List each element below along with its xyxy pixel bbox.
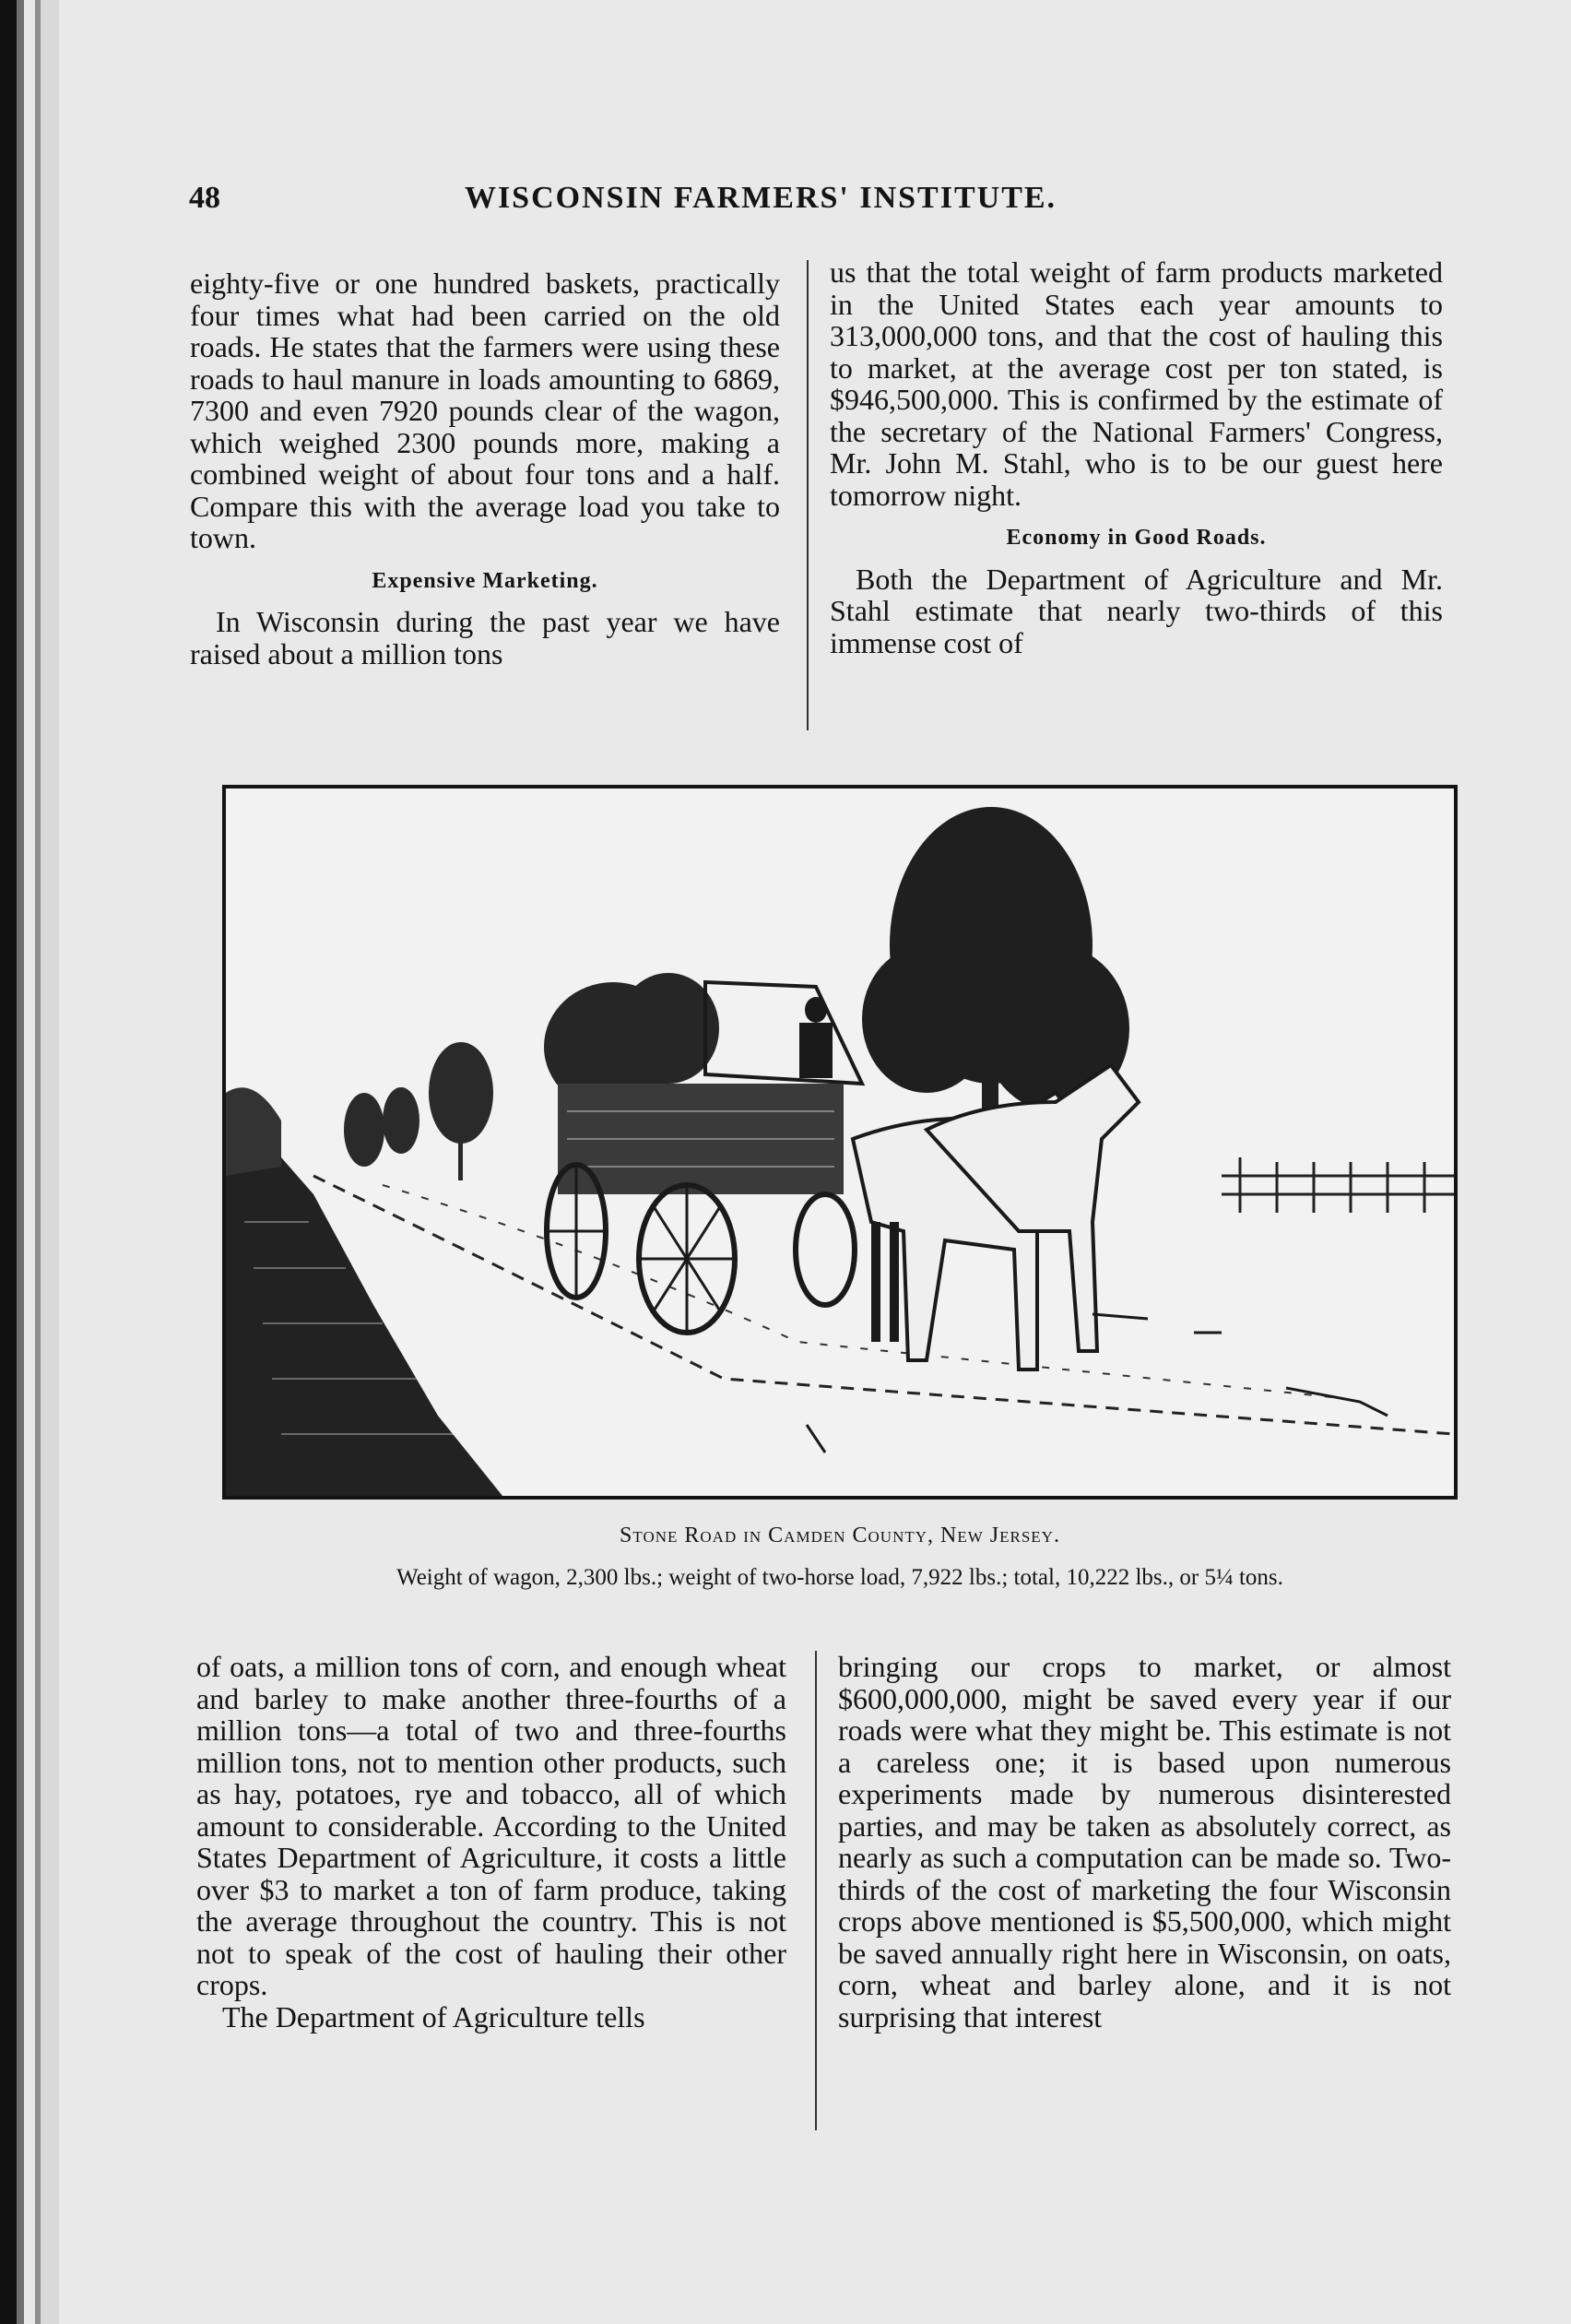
text-column-bottom-left xyxy=(196,1651,786,2033)
text-column-top-left xyxy=(190,267,780,670)
section-heading-expensive-marketing: Expensive Marketing. xyxy=(372,568,598,593)
paragraph: bringing our crops to market, or almost $600,000,000, might be saved every year if our roads were what they might be. This estimate is not a careless one; it is based upon numerous experiments made by numerous disinterested parties, and may be taken as absolutely correct, as nearly as such a computation can be made so. Two-thirds of the cost of marketing the four Wisconsin crops above mentioned is $5,500,000, which might be saved annually right here in Wisconsin, on oats, corn, wheat and barley alone, and it is not surprising that interest xyxy=(838,1650,1451,2034)
figure-caption-title: Stone Road in Camden County, New Jersey. xyxy=(620,1524,1060,1547)
section-heading-economy-in-good-roads: Economy in Good Roads. xyxy=(1006,526,1267,550)
page-header xyxy=(189,181,1185,236)
paragraph: The Department of Agriculture tells xyxy=(222,1999,645,2034)
text-column-top-right xyxy=(830,256,1443,658)
figure-caption-detail: Weight of wagon, 2,300 lbs.; weight of two-horse load, 7,922 lbs.; total, 10,222 lbs., or 5¼ tons. xyxy=(396,1565,1283,1590)
paragraph: eighty-five or one hundred baskets, practically four times what had been carried on the old roads. He states that the farmers were using these roads to haul manure in loads amounting to 6869, 7300 and even 7920 pounds clear of the wagon, which weighed 2300 pounds more, making a combined weight of about four tons and a half. Compare this with the average load you take to town. xyxy=(190,267,780,554)
paragraph: In Wisconsin during the past year we have raised about a million tons xyxy=(190,605,780,670)
paragraph: us that the total weight of farm products marketed in the United States each year amounts to 313,000,000 tons, and that the cost of hauling this to market, at the average cost per ton stated, is $946,500,000. This is confirmed by the estimate of the secretary of the National Farmers' Congress, Mr. John M. Stahl, who is to be our guest here tomorrow night. xyxy=(830,255,1443,512)
book-spine-edge xyxy=(0,0,59,2324)
text-column-bottom-right xyxy=(838,1651,1451,2033)
engraving-illustration xyxy=(226,788,1454,1496)
engraving-wagon-on-stone-road xyxy=(222,785,1458,1500)
running-title: WISCONSIN FARMERS' INSTITUTE. xyxy=(464,181,1057,215)
paragraph: Both the Department of Agriculture and Mr. Stahl estimate that nearly two-thirds of this immense cost of xyxy=(830,562,1443,659)
column-divider xyxy=(815,1651,817,2130)
paragraph: of oats, a million tons of corn, and enough wheat and barley to make another three-fourths of a million tons—a total of two and three-fourths million tons, not to mention other products, such as hay, potatoes, rye and tobacco, all of which amount to considerable. According to the United States Department of Agriculture, it costs a little over $3 to market a ton of farm produce, taking the average throughout the country. This is not not to speak of the cost of hauling their other crops. xyxy=(196,1650,786,2001)
page-number: 48 xyxy=(189,181,220,215)
column-divider xyxy=(807,260,809,730)
